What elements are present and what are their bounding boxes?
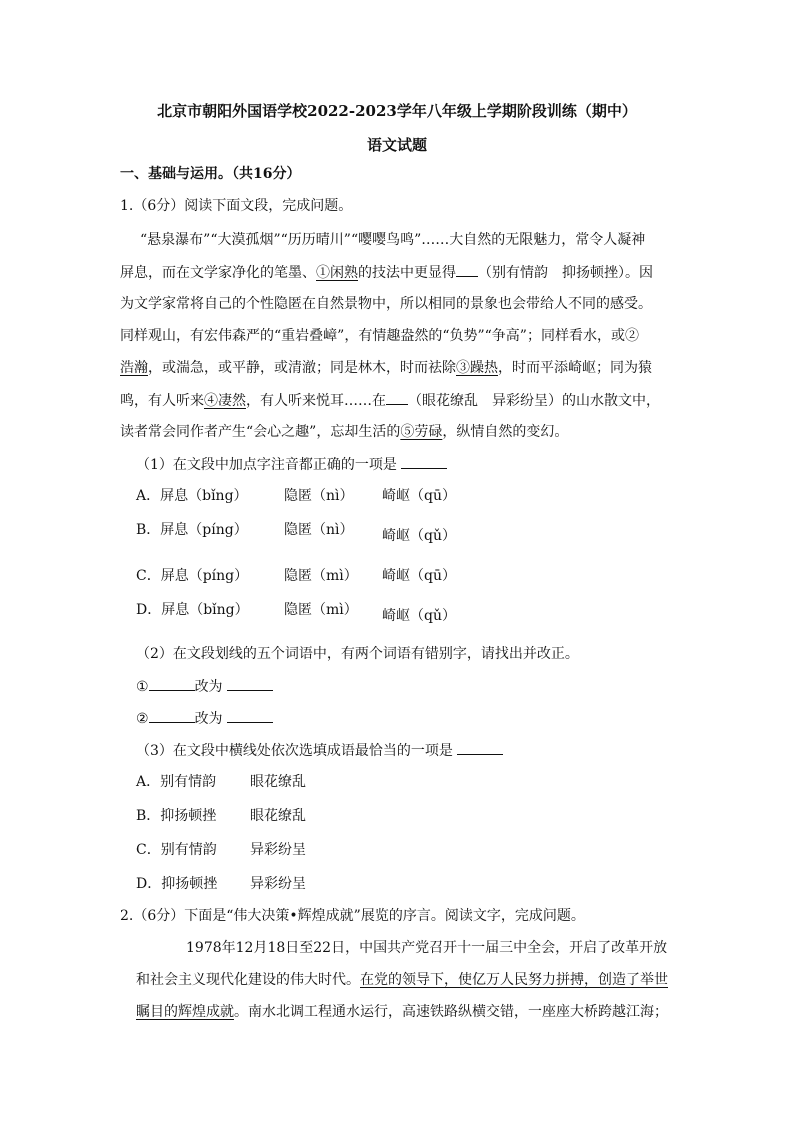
option-c-pinyin-3: 崎岖（qū） [382,568,456,584]
underlined-word-2: 浩瀚 [120,360,148,376]
correction-row-2 [136,708,273,729]
exam-subtitle: 语文试题 [366,136,427,154]
option-a-idiom-2: 眼花缭乱 [250,774,306,790]
passage-text: 读者常会同作者产生“会心之趣”，忘却生活的 [120,424,401,440]
option-d-idiom-2: 异彩纷呈 [250,876,306,892]
wrong-word-blank-2[interactable] [149,708,195,723]
fixed-word-blank-1[interactable] [227,676,273,691]
passage-text: ，或湍急，或平静，或清澈；同是林木，时而祛除 [148,360,456,376]
underlined-sentence-end: 瞩目的辉煌成就 [136,1004,234,1020]
passage-line-1: “悬泉瀑布”“大漠孤烟”“历历晴川”“嘤嘤鸟鸣”……大自然的无限魅力，常令人凝神 [140,232,646,248]
question-2-heading: 2.（6分）下面是“伟大决策•辉煌成就”展览的序言。阅读文字，完成问题。 [120,908,585,924]
passage-line-4 [120,326,639,346]
preface-text: 和社会主义现代化建设的伟大时代。 [136,972,360,988]
exam-title: 北京市朝阳外国语学校2022-2023学年八年级上学期阶段训练（期中） [157,102,637,120]
option-a-idiom-1[interactable]: A．别有情韵 [136,774,217,790]
option-b-idiom-2: 眼花缭乱 [250,808,306,824]
correction-row-1 [136,676,273,697]
option-a-pinyin-3: 崎岖（qū） [382,488,456,504]
preface-line-3 [136,1002,668,1022]
option-d-pinyin-3: 崎岖（qǔ） [382,608,456,624]
underlined-sentence: 在党的领导下，使亿万人民努力拼搏，创造了举世 [360,972,668,988]
option-a-pinyin-1[interactable]: A．屏息（bǐng） [136,488,248,504]
answer-blank-2[interactable] [386,390,408,405]
option-b-idiom-1[interactable]: B．抑扬顿挫 [136,808,217,824]
underlined-word-1: ①闲熟 [316,265,358,281]
sub-question-1-text: （1）在文段中加点字注音都正确的一项是 [136,457,397,473]
correction-number: ① [136,679,149,695]
option-d-idiom-1[interactable]: D．抑扬顿挫 [136,876,218,892]
answer-blank-1[interactable] [456,262,478,277]
preface-line-2 [136,970,668,990]
passage-line-3: 为文学家常将自己的个性隐匿在自然景物中，所以相同的景象也会带给人不同的感受。 [120,296,652,312]
passage-text: 的技法中更显得 [358,265,456,281]
question-1-heading: 1.（6分）阅读下面文段，完成问题。 [120,198,353,214]
correction-number: ② [136,711,149,727]
option-c-idiom-2: 异彩纷呈 [250,842,306,858]
passage-line-7 [120,422,568,442]
sub-question-3 [136,740,503,761]
preface-line-1: 1978年12月18日至22日，中国共产党召开十一届三中全会，开启了改革开放 [186,940,668,956]
passage-text: （眼花缭乱 异彩纷呈）的山水散文中， [408,393,660,409]
option-b-pinyin-1[interactable]: B．屏息（píng） [136,522,248,538]
passage-text: 同样观山，有宏伟森严的“重岩叠嶂”，有情趣盎然的“负势”“争高”；同样看水，或 [120,328,625,344]
option-c-idiom-1[interactable]: C．别有情韵 [136,842,217,858]
passage-text: ，纵情自然的变幻。 [442,424,569,440]
passage-text: 鸣，有人听来 [120,393,204,409]
underlined-word-4: ④凄然 [204,393,246,409]
passage-line-5 [120,358,652,378]
sub-question-2: （2）在文段划线的五个词语中，有两个词语有错别字，请找出并改正。 [136,646,579,662]
option-d-pinyin-1[interactable]: D．屏息（bǐng） [136,602,249,618]
passage-line-2 [120,262,653,283]
wrong-word-blank-1[interactable] [149,676,195,691]
preface-text: 。南水北调工程通水运行，高速铁路纵横交错，一座座大桥跨越江海； [234,1004,668,1020]
correction-label: 改为 [194,711,223,727]
answer-blank-sq1[interactable] [401,454,447,469]
option-b-pinyin-3: 崎岖（qǔ） [382,528,456,544]
underlined-word-2-number: ② [624,328,639,344]
passage-text: ，时而平添崎岖；同为猿 [498,360,652,376]
section-heading: 一、基础与运用。（共16分） [120,166,301,182]
passage-text: （别有情韵 抑扬顿挫）。因 [478,265,653,281]
correction-label: 改为 [194,679,223,695]
option-a-pinyin-2: 隐匿（nì） [284,488,354,504]
sub-question-3-text: （3）在文段中横线处依次选填成语最恰当的一项是 [136,743,453,759]
option-b-pinyin-2: 隐匿（nì） [284,522,354,538]
option-c-pinyin-1[interactable]: C．屏息（píng） [136,568,249,584]
underlined-word-5: ⑤劳碌 [400,424,443,440]
passage-text: 屏息，而在文学家净化的笔墨、 [120,265,316,281]
sub-question-1 [136,454,447,475]
option-d-pinyin-2: 隐匿（mì） [284,602,358,618]
option-c-pinyin-2: 隐匿（mì） [284,568,358,584]
answer-blank-sq3[interactable] [457,740,503,755]
fixed-word-blank-2[interactable] [227,708,273,723]
passage-line-6 [120,390,660,411]
passage-text: ，有人听来悦耳……在 [246,393,386,409]
underlined-word-3: ③躁热 [456,360,498,376]
